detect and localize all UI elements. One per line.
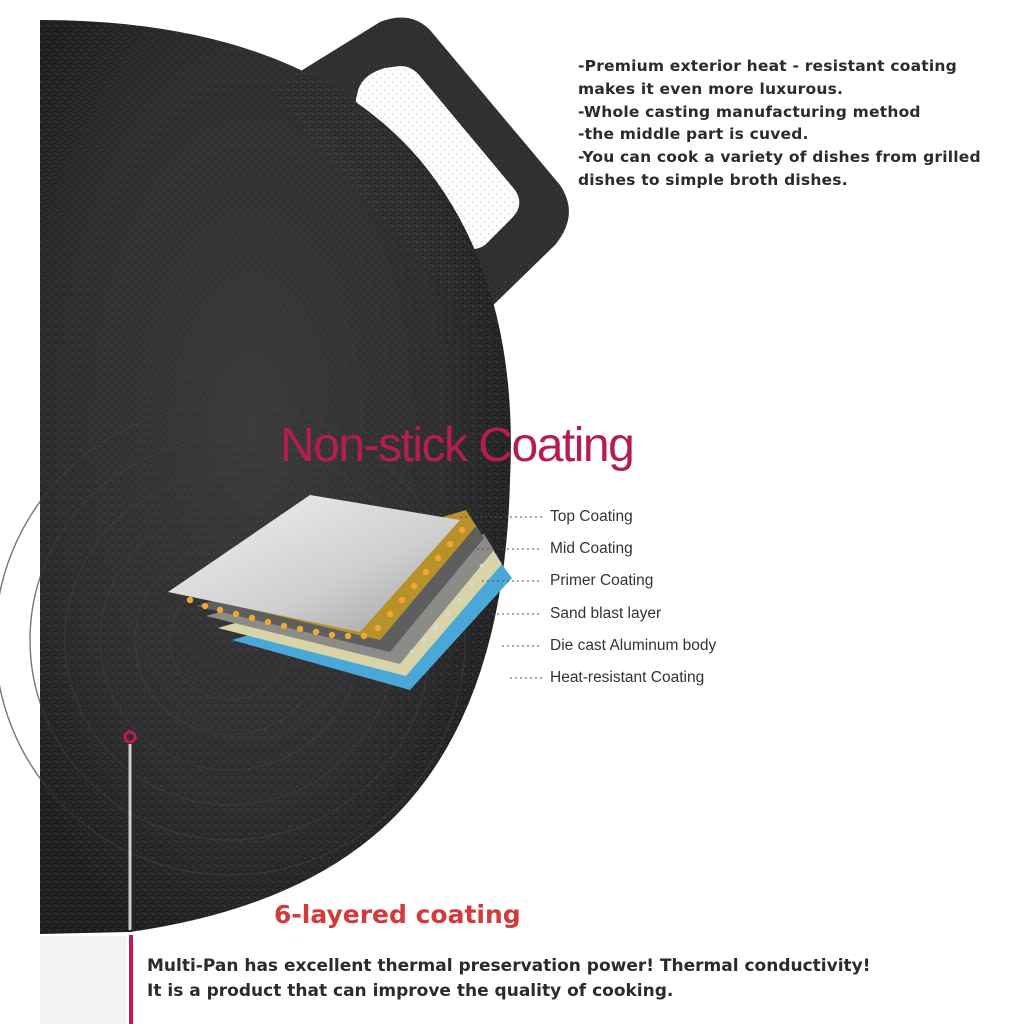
layered-heading: 6-layered coating [274,900,521,929]
layer-label-heat: Heat-resistant Coating [550,669,705,686]
bottom-description [147,954,871,1004]
layer-label-mid: Mid Coating [550,540,633,557]
feature-line: -Whole casting manufacturing method [578,102,921,121]
coating-title: Non-stick Coating [280,419,634,472]
bottom-line: It is a product that can improve the quality of cooking. [147,981,674,1001]
bottom-line: Multi-Pan has excellent thermal preservation power! Thermal conductivity! [147,956,871,976]
layer-label-primer: Primer Coating [550,572,654,589]
feature-line: -Premium exterior heat - resistant coating [578,57,957,75]
layer-label-sandblast: Sand blast layer [550,605,662,622]
feature-line: dishes to simple broth dishes. [578,170,848,189]
feature-list [578,55,1008,192]
feature-line: -the middle part is cuved. [578,125,809,144]
layer-label-top: Top Coating [550,508,633,525]
feature-line: makes it even more luxurous. [578,79,844,98]
layer-label-diecast: Die cast Aluminum body [550,637,717,654]
feature-line: -You can cook a variety of dishes from grilled [578,148,981,167]
